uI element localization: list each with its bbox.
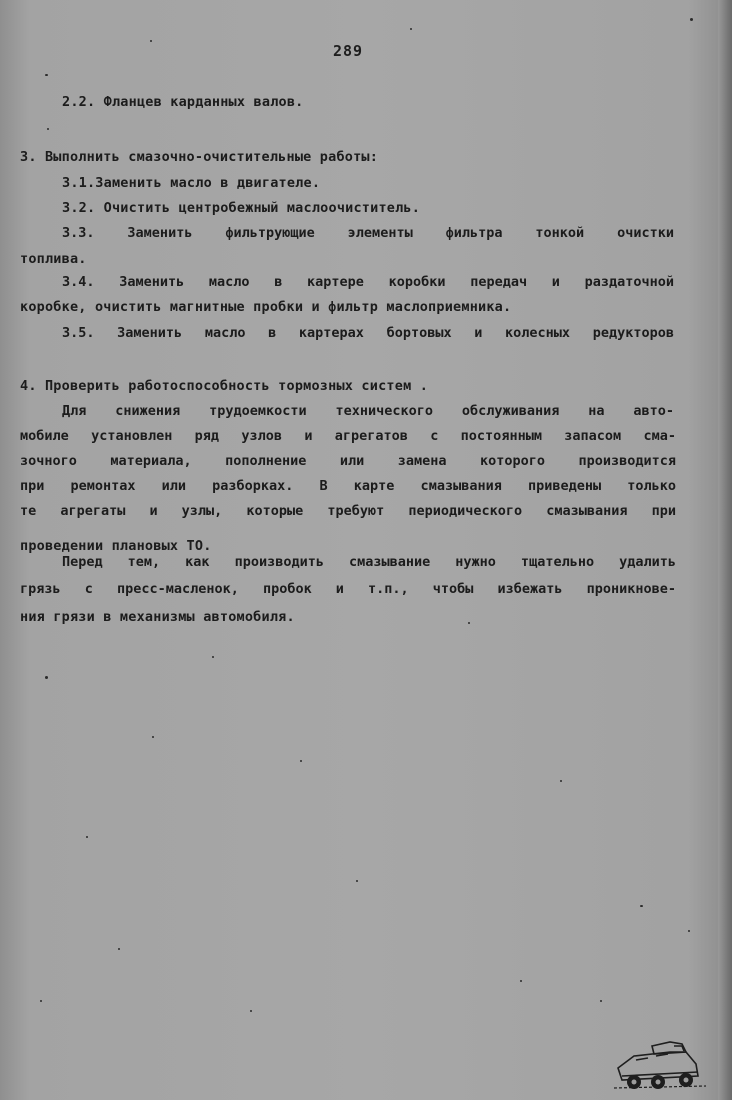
section-heading: 3. Выполнить смазочно-очистительные работы:	[20, 149, 379, 165]
text-line: грязь с пресс-масленок, пробок и т.п., чтобы избежать проникнове-	[20, 581, 676, 597]
text-line: 3.5. Заменить масло в картерах бортовых и колесных редукторов	[62, 325, 674, 341]
text-line: Перед тем, как производить смазывание нужно тщательно удалить	[62, 554, 676, 570]
text-line: 3.4. Заменить масло в картере коробки передач и раздаточной	[62, 274, 674, 290]
scan-speck	[688, 930, 690, 932]
text-line: коробке, очистить магнитные пробки и фильтр маслоприемника.	[20, 299, 512, 315]
text-line: ния грязи в механизмы автомобиля.	[20, 609, 295, 625]
text-line: 3.2. Очистить центробежный маслоочиститель.	[62, 200, 421, 216]
scan-speck	[250, 1010, 252, 1012]
scan-speck	[45, 676, 48, 679]
text-line: при ремонтах или разборках. В карте смазывания приведены только	[20, 478, 676, 494]
text-line: топлива.	[20, 251, 87, 267]
text-line: Для снижения трудоемкости технического обслуживания на авто-	[62, 403, 674, 419]
scan-speck	[560, 780, 562, 782]
scan-speck	[600, 1000, 602, 1002]
text-line: 2.2. Фланцев карданных валов.	[62, 94, 304, 110]
scan-speck	[45, 74, 48, 76]
scan-speck	[40, 1000, 42, 1002]
text-line: 3.1.Заменить масло в двигателе.	[62, 175, 321, 191]
scan-speck	[47, 128, 49, 130]
section-heading: 4. Проверить работоспособность тормозных систем .	[20, 378, 429, 394]
text-line: те агрегаты и узлы, которые требуют периодического смазывания при	[20, 503, 676, 519]
scan-speck	[118, 948, 120, 950]
page-edge-shadow	[718, 0, 732, 1100]
scan-speck	[690, 18, 693, 21]
scan-speck	[356, 880, 358, 882]
scan-speck	[150, 40, 152, 42]
scan-speck	[152, 736, 154, 738]
text-line: проведении плановых ТО.	[20, 538, 212, 554]
text-line: зочного материала, пополнение или замена которого производится	[20, 453, 676, 469]
scan-speck	[410, 28, 412, 30]
truck-icon	[612, 1038, 708, 1094]
scan-speck	[640, 905, 643, 907]
page-number: 289	[332, 42, 364, 60]
scan-speck	[86, 836, 88, 838]
scan-speck	[520, 980, 522, 982]
scan-speck	[300, 760, 302, 762]
text-line: мобиле установлен ряд узлов и агрегатов с постоянным запасом сма-	[20, 428, 676, 444]
text-line: 3.3. Заменить фильтрующие элементы фильтра тонкой очистки	[62, 225, 674, 241]
scan-speck	[212, 656, 214, 658]
scan-speck	[468, 622, 470, 624]
